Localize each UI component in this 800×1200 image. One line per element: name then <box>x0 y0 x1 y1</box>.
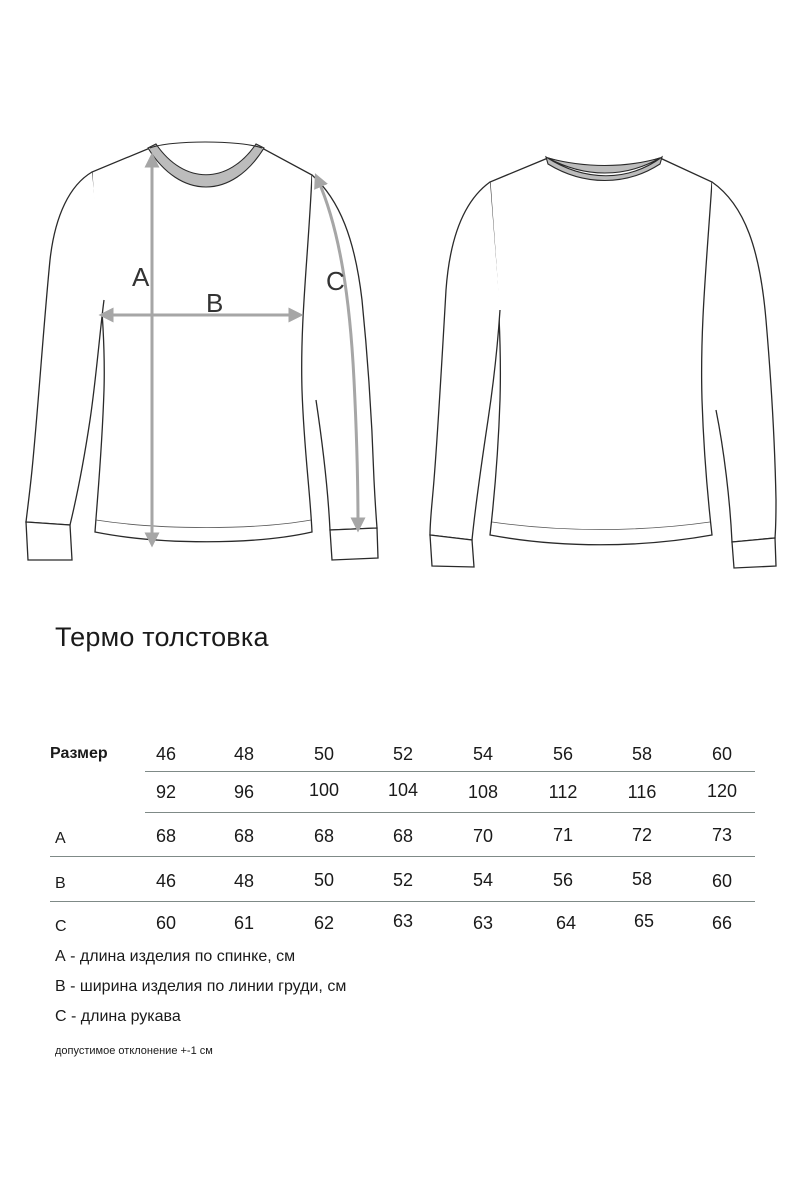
measure-c-label: C <box>326 266 345 296</box>
table-divider <box>145 771 755 772</box>
measure-c-cell: 63 <box>392 911 414 931</box>
measure-c-cell: 60 <box>155 913 177 933</box>
chest-cell: 104 <box>387 780 419 800</box>
measure-c-cell: 65 <box>633 911 655 931</box>
size-cell: 52 <box>392 744 414 764</box>
measure-a-cell: 71 <box>552 825 574 845</box>
back-view <box>430 157 776 568</box>
measure-a-cell: 68 <box>392 826 414 846</box>
measure-c-cell: 62 <box>313 913 335 933</box>
measure-c-cell: 63 <box>472 913 494 933</box>
product-title: Термо толстовка <box>55 622 269 652</box>
chest-cell: 100 <box>308 780 340 800</box>
measure-c-cell: 61 <box>233 913 255 933</box>
measure-a-cell: 72 <box>631 825 653 845</box>
size-cell: 46 <box>155 744 177 764</box>
table-divider <box>145 812 755 813</box>
front-right-sleeve-outline <box>312 175 377 530</box>
measure-a-cell: 68 <box>155 826 177 846</box>
front-left-sleeve-outline <box>26 172 104 525</box>
back-right-sleeve-outline <box>712 182 776 542</box>
measure-a-cell: 70 <box>472 826 494 846</box>
size-cell: 58 <box>631 744 653 764</box>
size-cell: 50 <box>313 744 335 764</box>
measure-c-cell: 64 <box>555 913 577 933</box>
measure-a-cell: 73 <box>711 825 733 845</box>
size-header-label: Размер <box>50 745 108 762</box>
legend-item-a: А - длина изделия по спинке, см <box>55 948 296 965</box>
measure-b-cell: 52 <box>392 870 414 890</box>
table-divider <box>50 901 755 902</box>
back-left-sleeve-outline <box>430 182 500 540</box>
table-divider <box>50 856 755 857</box>
measure-b-cell: 54 <box>472 870 494 890</box>
chest-cell: 120 <box>706 781 738 801</box>
back-right-cuff <box>732 538 776 568</box>
size-cell: 54 <box>472 744 494 764</box>
chest-cell: 112 <box>548 782 578 802</box>
measure-b-cell: 48 <box>233 871 255 891</box>
chest-cell: 116 <box>627 782 657 802</box>
row-label-c: C <box>55 918 67 935</box>
measure-b-cell: 60 <box>711 871 733 891</box>
measure-b-cell: 56 <box>552 870 574 890</box>
measure-b-cell: 50 <box>313 870 335 890</box>
front-body-outline <box>92 148 312 542</box>
measure-b-cell: 46 <box>155 871 177 891</box>
size-cell: 48 <box>233 744 255 764</box>
front-left-cuff <box>26 522 72 560</box>
front-right-cuff <box>330 528 378 560</box>
back-body-outline <box>490 158 712 545</box>
measure-b-label: B <box>206 288 224 318</box>
size-cell: 60 <box>711 744 733 764</box>
front-view <box>26 142 378 560</box>
chest-cell: 108 <box>467 782 499 802</box>
legend-item-c: С - длина рукава <box>55 1008 181 1025</box>
legend-item-b: В - ширина изделия по линии груди, см <box>55 978 347 995</box>
measure-c-cell: 66 <box>711 913 733 933</box>
row-label-a: A <box>55 830 66 847</box>
measure-a-label: A <box>132 262 150 292</box>
row-label-b: B <box>55 875 66 892</box>
size-cell: 56 <box>552 744 574 764</box>
measure-a-cell: 68 <box>313 826 335 846</box>
back-left-cuff <box>430 535 474 567</box>
chest-cell: 92 <box>155 782 177 802</box>
measure-b-cell: 58 <box>631 869 653 889</box>
measure-a-cell: 68 <box>233 826 255 846</box>
chest-cell: 96 <box>233 782 255 802</box>
tolerance-note: допустимое отклонение +-1 см <box>55 1045 213 1057</box>
